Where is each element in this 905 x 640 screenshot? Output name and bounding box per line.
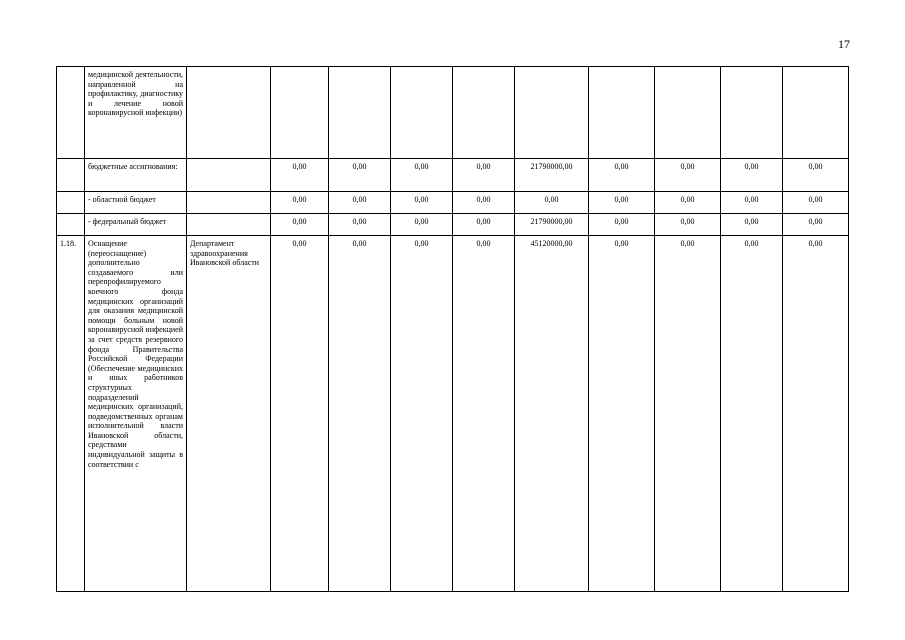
row-value: 0,00 [655,159,721,192]
table-row [57,67,849,159]
row-executor [187,192,271,214]
row-value: 0,00 [721,159,783,192]
row-value: 0,00 [271,159,329,192]
row-value: 0,00 [453,159,515,192]
row-name: бюджетные ассигнования: [85,159,187,192]
row-value: 0,00 [783,192,849,214]
row-name: - областной бюджет [85,192,187,214]
row-executor [187,159,271,192]
row-value: 0,00 [721,192,783,214]
row-value: 0,00 [271,236,329,592]
table-row [57,192,849,214]
row-value: 0,00 [783,159,849,192]
row-value: 0,00 [589,159,655,192]
row-value [453,67,515,159]
row-number [57,159,85,192]
row-value [721,67,783,159]
row-value: 0,00 [655,236,721,592]
row-value: 21790000,00 [515,159,589,192]
row-value [271,67,329,159]
row-value [515,67,589,159]
row-value: 0,00 [329,236,391,592]
row-value [655,67,721,159]
row-number [57,214,85,236]
page-number: 17 [838,37,850,51]
row-value: 0,00 [589,192,655,214]
table-row [57,236,849,592]
budget-table [56,66,849,592]
row-value: 0,00 [589,214,655,236]
row-name: - федеральный бюджет [85,214,187,236]
row-value: 0,00 [391,236,453,592]
row-value: 0,00 [391,192,453,214]
row-value: 0,00 [453,192,515,214]
row-name: Оснащение (переоснащение) дополнительно создаваемого или перепрофилируемого коечного фонда медицинских организаций для оказания медицинской помощи больным новой коронавирусной инфекцией за счет средств резервного фонда Правительства Российской Федерации (Обеспечение медицинских и иных работников структурных подразделений медицинских организаций, подведомственных органам исполнительной власти Ивановской области, средствами индивидуальной защиты в соответствии с [85,236,187,592]
row-name: медицинской деятельности, направленной на профилактику, диагностику и лечение новой коронавирусной инфекции) [85,67,187,159]
row-executor [187,214,271,236]
row-value [391,67,453,159]
row-value: 0,00 [655,192,721,214]
row-executor: Департамент здравоохранения Ивановской области [187,236,271,592]
row-value: 0,00 [329,214,391,236]
row-number [57,192,85,214]
row-value: 0,00 [453,214,515,236]
row-value [589,67,655,159]
row-value: 0,00 [391,159,453,192]
row-number [57,67,85,159]
table-row [57,159,849,192]
row-number: 1.18. [57,236,85,592]
row-value: 21790000,00 [515,214,589,236]
row-value: 45120000,00 [515,236,589,592]
row-value: 0,00 [391,214,453,236]
row-value: 0,00 [783,214,849,236]
row-value: 0,00 [589,236,655,592]
row-value: 0,00 [329,192,391,214]
row-value: 0,00 [271,192,329,214]
row-value: 0,00 [453,236,515,592]
table-row [57,214,849,236]
row-value: 0,00 [721,236,783,592]
row-executor [187,67,271,159]
row-value: 0,00 [329,159,391,192]
row-value: 0,00 [271,214,329,236]
row-value: 0,00 [515,192,589,214]
row-value [329,67,391,159]
row-value: 0,00 [721,214,783,236]
row-value: 0,00 [655,214,721,236]
row-value: 0,00 [783,236,849,592]
row-value [783,67,849,159]
